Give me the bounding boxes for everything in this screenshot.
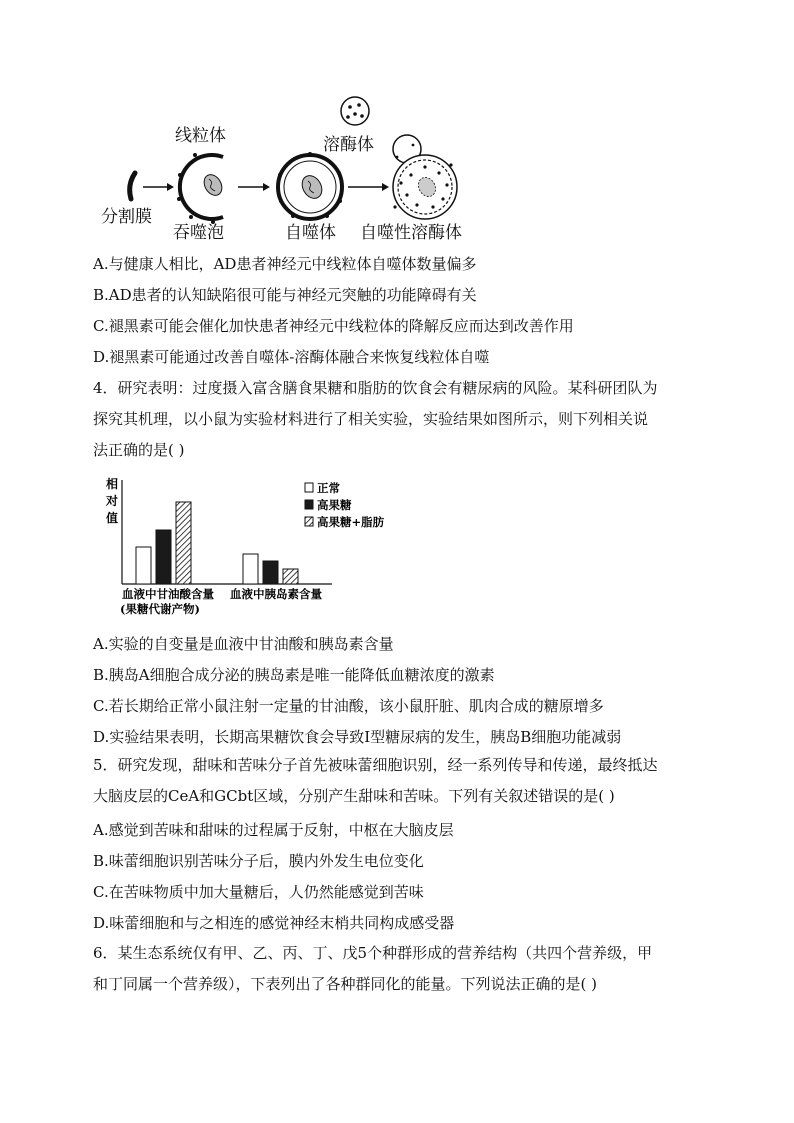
q3-option-b: B.AD患者的认知缺陷很可能与神经元突触的功能障碍有关	[93, 286, 477, 304]
q3-option-a: A.与健康人相比，AD患者神经元中线粒体自噬体数量偏多	[93, 255, 477, 273]
legend-swatch-1	[305, 483, 313, 492]
x-category-label: 血液中甘油酸含量	[122, 587, 214, 601]
q4-stem-line-3: 法正确的是( )	[93, 441, 185, 459]
isolation-membrane-shape	[130, 173, 135, 199]
label-autolysosome: 自噬性溶酶体	[360, 223, 462, 243]
q4-option-b: B.胰岛A细胞合成分泌的胰岛素是唯一能降低血糖浓度的激素	[93, 666, 495, 684]
label-phagophore: 吞噬泡	[173, 223, 224, 243]
q5-stem-line-2: 大脑皮层的CeA和GCbt区域，分别产生甜味和苦味。下列有关叙述错误的是( )	[93, 787, 615, 805]
y-axis-label-char: 值	[105, 511, 119, 525]
q4-option-c: C.若长期给正常小鼠注射一定量的甘油酸，该小鼠肝脏、肌肉合成的糖原增多	[93, 697, 604, 715]
legend-swatch-3	[305, 517, 313, 526]
legend-label-3: 高果糖+脂肪	[317, 515, 385, 529]
x-category-note: (果糖代谢产物)	[120, 602, 200, 616]
arrow-2	[238, 183, 270, 191]
bar-1-1	[136, 547, 151, 584]
autolysosome-shape	[393, 135, 457, 219]
bar-1-2	[156, 530, 171, 584]
label-autophagosome: 自噬体	[285, 223, 336, 243]
q5-option-b: B.味蕾细胞识别苦味分子后，膜内外发生电位变化	[93, 852, 424, 870]
q4-stem-line-1: 4．研究表明：过度摄入富含膳食果糖和脂肪的饮食会有糖尿病的风险。某科研团队为	[93, 379, 658, 397]
x-category-label: 血液中胰岛素含量	[230, 587, 322, 601]
label-lysosome: 溶酶体	[323, 135, 374, 155]
bar-2-1	[243, 554, 258, 584]
lysosome-shape	[341, 97, 369, 125]
q3-option-c: C.褪黑素可能会催化加快患者神经元中线粒体的降解反应而达到改善作用	[93, 317, 574, 335]
legend-swatch-2	[305, 500, 313, 509]
label-membrane: 分割膜	[101, 207, 152, 227]
y-axis-label-char: 对	[105, 494, 119, 508]
q5-option-d: D.味蕾细胞和与之相连的感觉神经末梢共同构成感受器	[93, 914, 455, 932]
autophagosome-shape	[278, 152, 342, 219]
q5-option-a: A.感觉到苦味和甜味的过程属于反射，中枢在大脑皮层	[93, 821, 454, 839]
arrow-3	[348, 183, 389, 191]
bar-chart-svg	[100, 474, 400, 624]
label-mitochondria: 线粒体	[175, 126, 226, 146]
q5-option-c: C.在苦味物质中加大量糖后，人仍然能感觉到苦味	[93, 883, 424, 901]
q6-stem-line-1: 6．某生态系统仅有甲、乙、丙、丁、戊5个种群形成的营养结构（共四个营养级，甲	[93, 944, 653, 962]
q6-stem-line-2: 和丁同属一个营养级），下表列出了各种群同化的能量。下列说法正确的是( )	[93, 975, 597, 993]
bar-2-2	[263, 561, 278, 584]
q5-stem	[93, 750, 703, 812]
phagophore-shape	[177, 153, 225, 224]
arrow-1	[143, 183, 174, 191]
q4-stem-line-2: 探究其机理，以小鼠为实验材料进行了相关实验，实验结果如图所示，则下列相关说	[93, 410, 649, 428]
q4-option-a: A.实验的自变量是血液中甘油酸和胰岛素含量	[93, 635, 394, 653]
q4-option-d: D.实验结果表明，长期高果糖饮食会导致Ⅰ型糖尿病的发生，胰岛B细胞功能减弱	[93, 728, 622, 746]
bar-1-3	[176, 502, 191, 584]
q5-stem-line-1: 5．研究发现，甜味和苦味分子首先被味蕾细胞识别，经一系列传导和传递，最终抵达	[93, 756, 658, 774]
q3-option-d: D.褪黑素可能通过改善自噬体-溶酶体融合来恢复线粒体自噬	[93, 348, 490, 366]
autophagy-diagram	[95, 95, 505, 245]
bar-2-3	[283, 569, 298, 584]
y-axis-label-char: 相	[105, 477, 119, 491]
legend-label-1: 正常	[317, 481, 340, 495]
bar-chart	[100, 474, 400, 624]
legend-label-2: 高果糖	[317, 498, 352, 512]
q4-stem	[93, 373, 703, 466]
q6-stem	[93, 938, 703, 1000]
